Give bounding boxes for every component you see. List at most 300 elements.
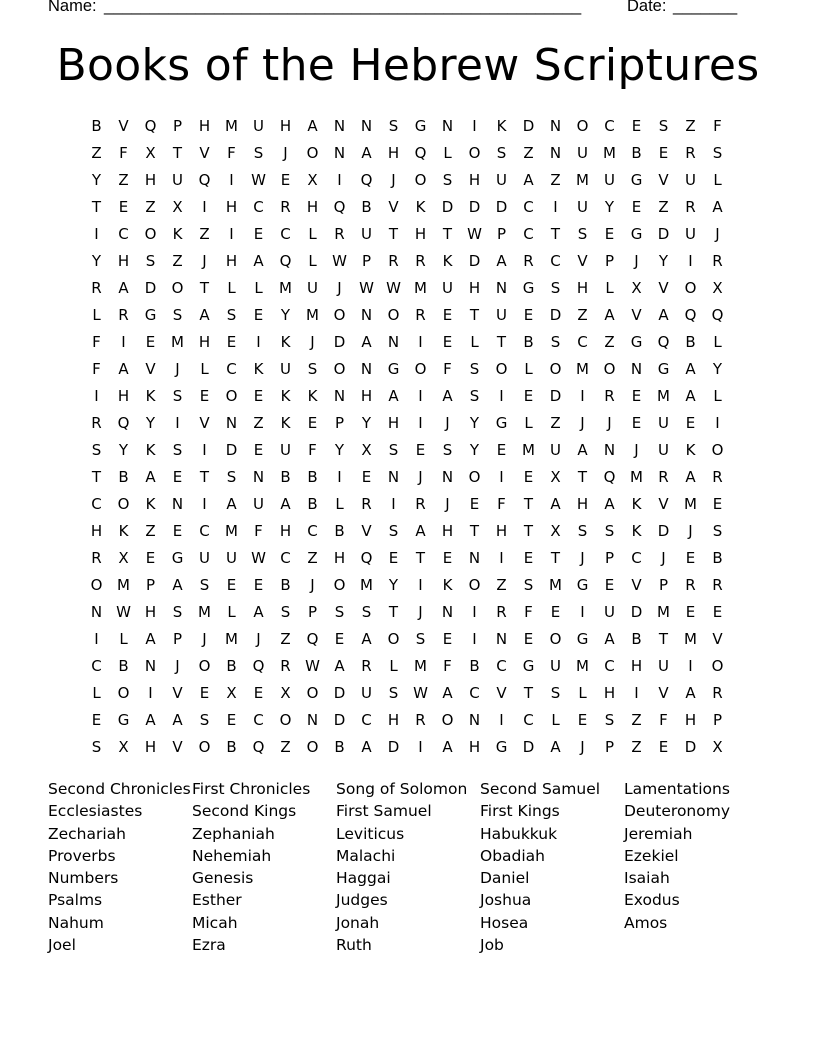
grid-letter: E: [496, 441, 507, 459]
grid-letter: H: [279, 117, 292, 135]
grid-letter: C: [280, 549, 291, 567]
grid-letter: Z: [604, 333, 615, 351]
grid-letter: E: [658, 738, 669, 756]
grid-letter: H: [144, 738, 157, 756]
grid-letter: I: [337, 468, 342, 486]
grid-letter: M: [522, 441, 535, 459]
grid-row: [83, 248, 731, 275]
grid-letter: A: [334, 657, 345, 675]
grid-letter: U: [280, 360, 291, 378]
grid-letter: C: [523, 225, 534, 243]
grid-letter: A: [145, 468, 156, 486]
grid-letter: A: [658, 306, 669, 324]
grid-letter: W: [386, 279, 401, 297]
grid-letter: O: [495, 360, 508, 378]
grid-letter: B: [118, 468, 129, 486]
grid-letter: Q: [603, 468, 616, 486]
grid-letter: A: [253, 252, 264, 270]
grid-letter: P: [496, 225, 507, 243]
grid-letter: Q: [684, 306, 697, 324]
grid-row: [83, 653, 731, 680]
grid-row: [83, 167, 731, 194]
grid-letter: Y: [91, 171, 102, 189]
grid-letter: M: [414, 279, 427, 297]
word-bank-item: Haggai: [336, 869, 391, 888]
grid-letter: L: [551, 711, 560, 729]
grid-letter: Q: [306, 630, 319, 648]
grid-letter: E: [253, 684, 264, 702]
grid-letter: Q: [333, 198, 346, 216]
grid-letter: N: [333, 117, 346, 135]
grid-letter: L: [578, 684, 587, 702]
grid-letter: U: [361, 225, 372, 243]
word-bank-item: Malachi: [336, 846, 396, 865]
grid-letter: J: [715, 225, 720, 243]
grid-letter: L: [254, 279, 263, 297]
grid-letter: H: [495, 522, 508, 540]
grid-letter: Q: [279, 252, 292, 270]
grid-letter: E: [712, 495, 723, 513]
grid-letter: H: [117, 387, 130, 405]
grid-row: [83, 707, 731, 734]
grid-letter: F: [497, 495, 506, 513]
grid-letter: G: [522, 657, 535, 675]
grid-letter: C: [280, 225, 291, 243]
grid-letter: G: [495, 414, 508, 432]
grid-letter: U: [253, 117, 264, 135]
grid-letter: Z: [91, 144, 102, 162]
word-bank-item: Lamentations: [624, 780, 730, 798]
grid-letter: N: [441, 117, 454, 135]
grid-letter: N: [360, 306, 373, 324]
grid-letter: R: [685, 198, 696, 216]
grid-letter: P: [307, 603, 318, 621]
grid-letter: T: [91, 198, 102, 216]
grid-letter: Q: [414, 144, 427, 162]
grid-letter: H: [225, 198, 238, 216]
grid-letter: M: [549, 576, 562, 594]
grid-letter: T: [388, 603, 399, 621]
grid-letter: E: [253, 225, 264, 243]
grid-letter: B: [523, 333, 534, 351]
grid-letter: G: [576, 630, 589, 648]
grid-letter: B: [226, 738, 237, 756]
grid-letter: C: [523, 711, 534, 729]
word-bank-item: Joel: [48, 936, 76, 955]
grid-letter: G: [414, 117, 427, 135]
grid-letter: O: [306, 684, 319, 702]
grid-letter: F: [713, 117, 722, 135]
grid-letter: A: [604, 306, 615, 324]
grid-row: [83, 572, 731, 599]
grid-letter: X: [361, 441, 372, 459]
grid-letter: T: [550, 225, 561, 243]
grid-row: [83, 140, 731, 167]
grid-letter: N: [360, 360, 373, 378]
grid-letter: A: [442, 684, 453, 702]
word-bank-item: Obadiah: [480, 846, 546, 865]
grid-letter: U: [307, 279, 318, 297]
grid-letter: M: [657, 603, 670, 621]
grid-letter: G: [495, 738, 508, 756]
word-bank-item: First Chronicles: [192, 780, 311, 798]
grid-letter: S: [226, 468, 237, 486]
grid-letter: S: [469, 360, 480, 378]
grid-letter: G: [630, 225, 643, 243]
grid-letter: E: [523, 630, 534, 648]
grid-letter: T: [523, 495, 534, 513]
grid-letter: R: [415, 711, 426, 729]
grid-letter: S: [658, 117, 669, 135]
grid-letter: A: [442, 387, 453, 405]
grid-letter: E: [550, 603, 561, 621]
grid-letter: H: [387, 711, 400, 729]
grid-letter: Q: [711, 306, 724, 324]
grid-letter: W: [251, 171, 266, 189]
grid-letter: H: [144, 603, 157, 621]
grid-letter: A: [712, 198, 723, 216]
grid-letter: H: [468, 738, 481, 756]
grid-letter: E: [253, 306, 264, 324]
word-bank-item: Ecclesiastes: [48, 802, 143, 821]
grid-letter: S: [334, 603, 345, 621]
grid-letter: J: [175, 360, 180, 378]
grid-letter: S: [172, 603, 183, 621]
grid-letter: U: [496, 171, 507, 189]
grid-row: [83, 356, 731, 383]
grid-letter: Z: [118, 171, 129, 189]
grid-letter: X: [631, 279, 642, 297]
grid-letter: S: [712, 144, 723, 162]
grid-letter: L: [92, 684, 101, 702]
grid-letter: H: [468, 279, 481, 297]
grid-letter: F: [443, 360, 452, 378]
grid-letter: A: [307, 117, 318, 135]
grid-letter: G: [387, 360, 400, 378]
grid-letter: J: [175, 657, 180, 675]
grid-letter: X: [226, 684, 237, 702]
word-bank-item: Nahum: [48, 913, 104, 932]
word-bank-item: Esther: [192, 891, 242, 910]
grid-letter: R: [388, 252, 399, 270]
grid-letter: Z: [523, 144, 534, 162]
grid-letter: Q: [198, 171, 211, 189]
grid-letter: N: [306, 711, 319, 729]
grid-letter: E: [442, 549, 453, 567]
grid-letter: C: [226, 360, 237, 378]
grid-row: [83, 302, 731, 329]
grid-letter: H: [144, 171, 157, 189]
grid-letter: M: [603, 144, 616, 162]
grid-letter: K: [145, 441, 156, 459]
grid-letter: R: [361, 657, 372, 675]
grid-letter: X: [550, 522, 561, 540]
grid-letter: U: [685, 171, 696, 189]
grid-letter: M: [576, 360, 589, 378]
grid-letter: H: [360, 387, 373, 405]
grid-letter: W: [251, 549, 266, 567]
grid-letter: Q: [252, 657, 265, 675]
grid-letter: R: [415, 252, 426, 270]
grid-letter: P: [145, 576, 156, 594]
grid-letter: X: [172, 198, 183, 216]
grid-letter: E: [361, 468, 372, 486]
grid-letter: S: [550, 279, 561, 297]
grid-letter: J: [661, 549, 666, 567]
grid-letter: S: [145, 252, 156, 270]
grid-letter: N: [387, 468, 400, 486]
grid-letter: S: [388, 684, 399, 702]
grid-row: [83, 464, 731, 491]
grid-letter: L: [92, 306, 101, 324]
grid-letter: P: [712, 711, 723, 729]
grid-letter: Q: [360, 549, 373, 567]
grid-letter: A: [685, 468, 696, 486]
word-bank-item: Habukkuk: [480, 824, 558, 843]
grid-letter: L: [200, 360, 209, 378]
grid-letter: E: [658, 144, 669, 162]
grid-letter: S: [172, 441, 183, 459]
grid-letter: O: [117, 684, 130, 702]
word-bank-item: Micah: [192, 913, 238, 932]
grid-letter: V: [199, 144, 210, 162]
grid-letter: T: [550, 549, 561, 567]
grid-letter: I: [391, 495, 396, 513]
grid-letter: R: [334, 225, 345, 243]
grid-letter: S: [361, 603, 372, 621]
grid-letter: N: [333, 144, 346, 162]
grid-letter: X: [280, 684, 291, 702]
grid-letter: A: [577, 441, 588, 459]
grid-row: [83, 680, 731, 707]
grid-letter: L: [470, 333, 479, 351]
word-bank-item: Job: [480, 936, 504, 955]
grid-letter: J: [310, 333, 315, 351]
grid-letter: S: [550, 333, 561, 351]
grid-letter: O: [333, 360, 346, 378]
grid-letter: S: [442, 171, 453, 189]
grid-letter: X: [712, 279, 723, 297]
grid-letter: A: [685, 684, 696, 702]
grid-letter: U: [361, 684, 372, 702]
grid-letter: S: [469, 387, 480, 405]
grid-letter: E: [118, 198, 129, 216]
grid-letter: O: [333, 306, 346, 324]
grid-letter: C: [91, 657, 102, 675]
grid-letter: R: [91, 279, 102, 297]
grid-letter: U: [577, 198, 588, 216]
grid-letter: J: [391, 171, 396, 189]
word-bank-item: Psalms: [48, 891, 103, 910]
grid-letter: K: [118, 522, 129, 540]
grid-letter: J: [202, 252, 207, 270]
word-bank-item: Second Samuel: [480, 780, 601, 798]
grid-letter: Z: [496, 576, 507, 594]
grid-letter: E: [523, 306, 534, 324]
grid-letter: Y: [280, 306, 291, 324]
grid-letter: C: [91, 495, 102, 513]
grid-letter: R: [685, 144, 696, 162]
grid-letter: U: [604, 171, 615, 189]
word-bank-column: [48, 778, 192, 956]
grid-letter: R: [712, 252, 723, 270]
grid-letter: E: [226, 576, 237, 594]
grid-letter: A: [253, 603, 264, 621]
grid-letter: B: [334, 522, 345, 540]
grid-letter: D: [522, 117, 535, 135]
grid-letter: E: [712, 603, 723, 621]
worksheet-header: [48, 0, 748, 21]
grid-letter: O: [387, 630, 400, 648]
grid-letter: W: [332, 252, 347, 270]
grid-letter: L: [389, 657, 398, 675]
grid-letter: N: [549, 144, 562, 162]
grid-letter: Q: [657, 333, 670, 351]
grid-letter: Y: [361, 414, 372, 432]
grid-letter: U: [604, 603, 615, 621]
grid-letter: U: [658, 657, 669, 675]
grid-letter: V: [172, 684, 183, 702]
grid-letter: M: [171, 333, 184, 351]
grid-letter: W: [359, 279, 374, 297]
grid-letter: C: [469, 684, 480, 702]
grid-letter: Y: [469, 441, 480, 459]
grid-letter: A: [604, 495, 615, 513]
word-bank-item: Second Chronicles: [48, 780, 191, 798]
grid-letter: E: [226, 333, 237, 351]
grid-letter: V: [658, 684, 669, 702]
word-bank-column: [192, 778, 336, 956]
grid-row: [83, 329, 731, 356]
grid-letter: K: [442, 252, 453, 270]
grid-letter: B: [91, 117, 102, 135]
grid-row: [83, 383, 731, 410]
grid-letter: V: [145, 360, 156, 378]
grid-letter: C: [361, 711, 372, 729]
grid-letter: T: [91, 468, 102, 486]
grid-letter: H: [90, 522, 103, 540]
grid-letter: E: [469, 495, 480, 513]
grid-letter: R: [280, 198, 291, 216]
grid-letter: Y: [145, 414, 156, 432]
grid-letter: M: [117, 576, 130, 594]
grid-letter: O: [549, 630, 562, 648]
grid-letter: O: [306, 738, 319, 756]
word-bank-item: Isaiah: [624, 869, 670, 888]
grid-letter: E: [145, 549, 156, 567]
word-bank-column: [336, 778, 480, 956]
grid-letter: K: [631, 495, 642, 513]
grid-letter: S: [172, 387, 183, 405]
grid-letter: S: [712, 522, 723, 540]
grid-letter: S: [199, 576, 210, 594]
grid-letter: E: [415, 441, 426, 459]
grid-letter: I: [148, 684, 153, 702]
grid-letter: C: [253, 711, 264, 729]
grid-letter: C: [523, 198, 534, 216]
grid-letter: H: [387, 144, 400, 162]
grid-letter: E: [604, 225, 615, 243]
grid-letter: S: [388, 441, 399, 459]
grid-letter: I: [418, 576, 423, 594]
grid-letter: L: [524, 360, 533, 378]
grid-letter: A: [523, 171, 534, 189]
grid-row: [83, 491, 731, 518]
grid-letter: H: [576, 279, 589, 297]
grid-letter: V: [631, 306, 642, 324]
grid-letter: E: [523, 387, 534, 405]
grid-letter: R: [415, 306, 426, 324]
grid-letter: Z: [658, 198, 669, 216]
grid-letter: Q: [144, 117, 157, 135]
grid-letter: A: [496, 252, 507, 270]
grid-letter: A: [145, 711, 156, 729]
grid-letter: N: [441, 603, 454, 621]
grid-letter: M: [657, 387, 670, 405]
grid-letter: H: [630, 657, 643, 675]
grid-letter: H: [279, 522, 292, 540]
grid-letter: O: [711, 441, 724, 459]
grid-letter: G: [144, 306, 157, 324]
word-bank-item: Ezra: [192, 936, 226, 955]
grid-letter: L: [524, 414, 533, 432]
grid-letter: A: [361, 333, 372, 351]
grid-letter: A: [199, 306, 210, 324]
grid-letter: A: [361, 738, 372, 756]
grid-letter: J: [445, 414, 450, 432]
grid-letter: A: [550, 738, 561, 756]
grid-letter: P: [172, 630, 183, 648]
grid-letter: S: [604, 711, 615, 729]
grid-letter: A: [415, 522, 426, 540]
grid-letter: L: [443, 144, 452, 162]
word-bank-item: Second Kings: [192, 802, 297, 821]
grid-letter: M: [630, 468, 643, 486]
grid-letter: L: [227, 603, 236, 621]
grid-letter: I: [418, 414, 423, 432]
grid-letter: I: [499, 711, 504, 729]
grid-letter: A: [145, 630, 156, 648]
grid-letter: T: [469, 522, 480, 540]
grid-letter: J: [337, 279, 342, 297]
grid-letter: I: [553, 198, 558, 216]
grid-letter: R: [415, 495, 426, 513]
grid-letter: L: [227, 279, 236, 297]
grid-letter: Z: [550, 171, 561, 189]
grid-letter: O: [144, 225, 157, 243]
grid-letter: T: [469, 306, 480, 324]
grid-letter: S: [577, 225, 588, 243]
grid-letter: Z: [577, 306, 588, 324]
word-bank-item: Proverbs: [48, 846, 116, 865]
grid-letter: Y: [469, 414, 480, 432]
grid-letter: U: [577, 144, 588, 162]
grid-letter: V: [577, 252, 588, 270]
grid-letter: S: [280, 603, 291, 621]
grid-letter: I: [472, 603, 477, 621]
grid-letter: G: [171, 549, 184, 567]
grid-letter: P: [604, 252, 615, 270]
grid-letter: B: [334, 738, 345, 756]
grid-letter: F: [92, 360, 101, 378]
grid-letter: A: [388, 387, 399, 405]
grid-letter: Y: [91, 252, 102, 270]
grid-letter: P: [334, 414, 345, 432]
grid-letter: C: [604, 657, 615, 675]
grid-letter: D: [387, 738, 400, 756]
grid-letter: R: [118, 306, 129, 324]
grid-letter: N: [630, 360, 643, 378]
